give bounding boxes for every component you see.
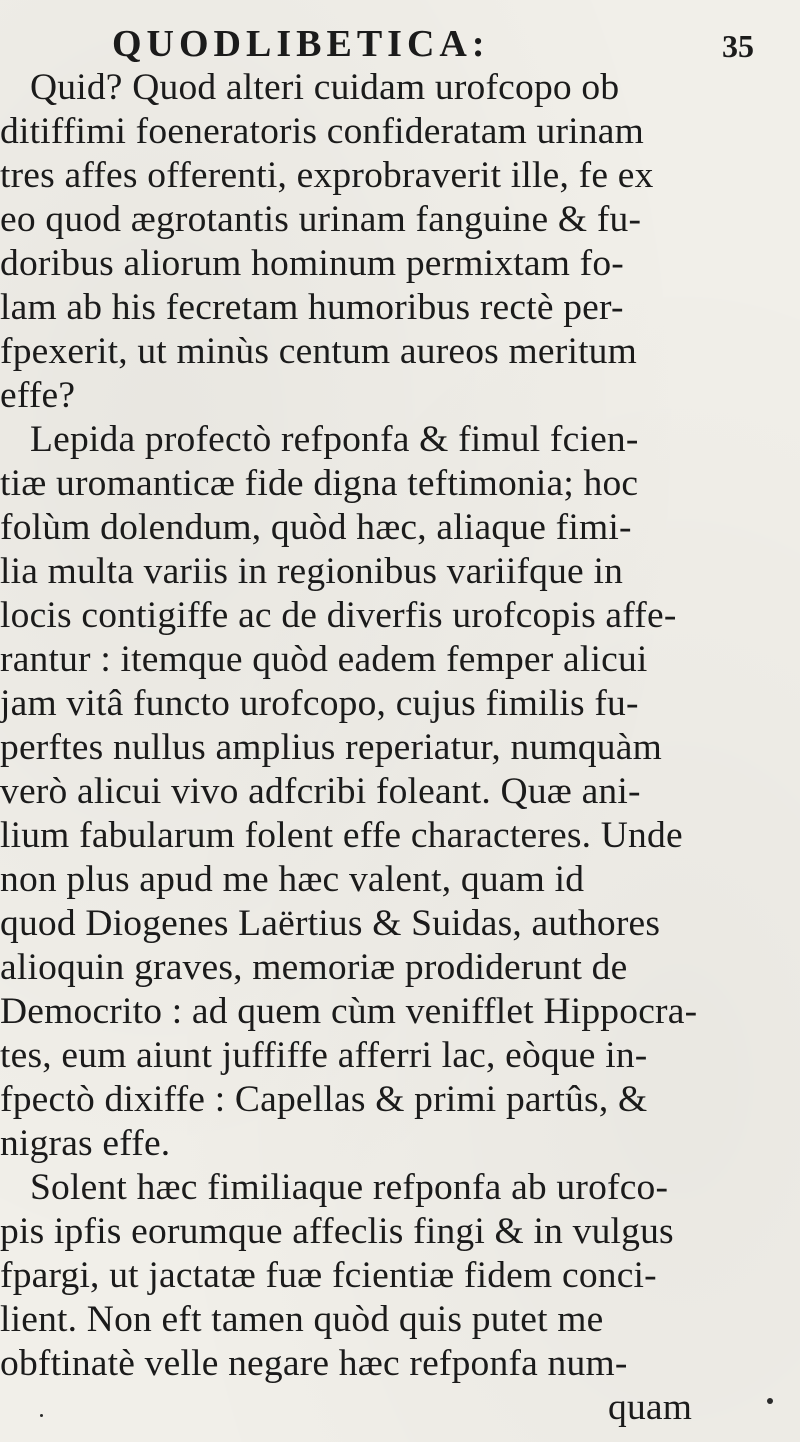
text-line: jam vitâ functo urofcopo, cujus fimilis fu- bbox=[0, 683, 639, 724]
text-line: lium fabularum folent effe characteres. Unde bbox=[0, 815, 683, 856]
text-line: tes, eum aiunt juffiffe afferri lac, eòque in- bbox=[0, 1035, 648, 1076]
running-head bbox=[0, 24, 800, 64]
text-line: folùm dolendum, quòd hæc, aliaque fimi- bbox=[0, 507, 632, 548]
text-line: nigras effe. bbox=[0, 1123, 171, 1164]
text-line: effe? bbox=[0, 375, 76, 416]
text-line: Democrito : ad quem cùm venifflet Hippocra- bbox=[0, 991, 698, 1032]
text-line: alioquin graves, memoriæ prodiderunt de bbox=[0, 947, 628, 988]
text-line: ditiffimi foeneratoris confideratam urinam bbox=[0, 111, 644, 152]
page-number: 35 bbox=[722, 28, 754, 64]
text-line: Lepida profectò refponfa & fimul fcien- bbox=[30, 419, 639, 460]
text-line: fpexerit, ut minùs centum aureos meritum bbox=[0, 331, 638, 372]
text-line: pis ipfis eorumque affeclis fingi & in vulgus bbox=[0, 1211, 674, 1252]
text-line: lam ab his fecretam humoribus rectè per- bbox=[0, 287, 624, 328]
text-line: quod Diogenes Laërtius & Suidas, authores bbox=[0, 903, 661, 944]
text-line: non plus apud me hæc valent, quam id bbox=[0, 859, 585, 900]
text-line: locis contigiffe ac de diverfis urofcopis affe- bbox=[0, 595, 677, 636]
text-line: verò alicui vivo adfcribi foleant. Quæ ani- bbox=[0, 771, 641, 812]
text-line: Solent hæc fimiliaque refponfa ab urofco- bbox=[30, 1167, 669, 1208]
running-title: QUODLIBETICA: bbox=[112, 23, 490, 65]
text-line: fpectò dixiffe : Capellas & primi partûs, & bbox=[0, 1079, 648, 1120]
ink-speck bbox=[40, 1414, 43, 1417]
text-line: tres affes offerenti, exprobraverit ille, fe ex bbox=[0, 155, 654, 196]
text-line: tiæ uromanticæ fide digna teftimonia; hoc bbox=[0, 463, 639, 504]
text-line: doribus aliorum hominum permixtam fo- bbox=[0, 243, 624, 284]
text-line: Quid? Quod alteri cuidam urofcopo ob bbox=[30, 67, 620, 108]
text-line: perftes nullus amplius reperiatur, numquàm bbox=[0, 727, 662, 768]
text-line: eo quod ægrotantis urinam fanguine & fu- bbox=[0, 199, 642, 240]
catchword: quam bbox=[608, 1387, 693, 1428]
text-line: obftinatè velle negare hæc refponfa num- bbox=[0, 1343, 628, 1384]
text-line: lia multa variis in regionibus variifque in bbox=[0, 551, 624, 592]
text-line: lient. Non eft tamen quòd quis putet me bbox=[0, 1299, 604, 1340]
ink-speck bbox=[767, 1398, 773, 1404]
text-line: rantur : itemque quòd eadem femper alicui bbox=[0, 639, 648, 680]
text-line: fpargi, ut jactatæ fuæ fcientiæ fidem conci- bbox=[0, 1255, 657, 1296]
